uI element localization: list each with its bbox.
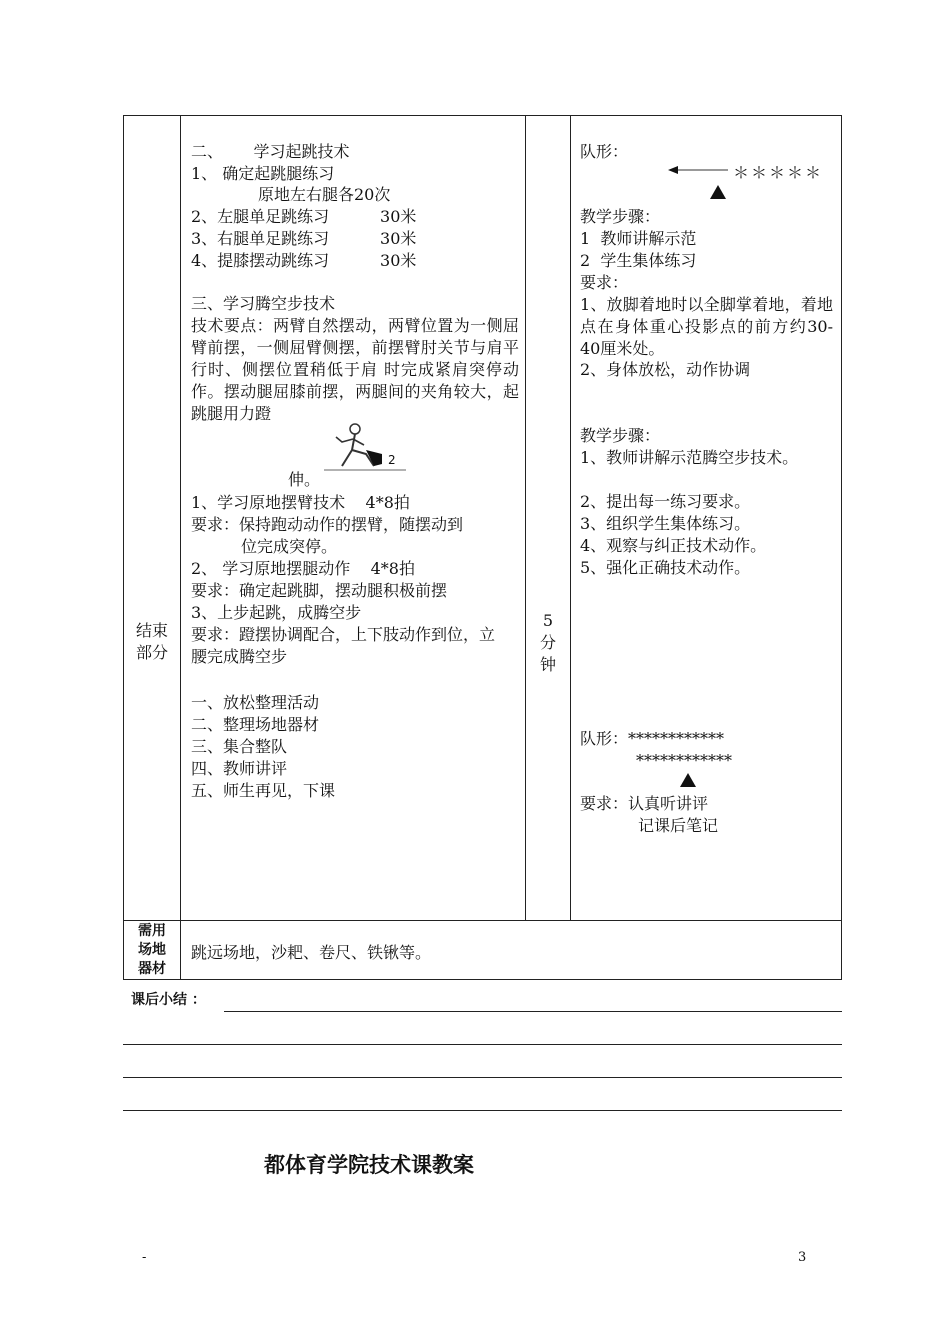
ending-item-5: 五、师生再见，下课 (191, 781, 336, 800)
teaching-steps-1: 教学步骤： (580, 207, 661, 226)
formation-label: 队形： (580, 142, 629, 161)
teaching-steps-2: 教学步骤： (580, 426, 661, 445)
teach-step-5: 5、强化正确技术动作。 (580, 558, 751, 577)
practice-3: 3、上步起跳，成腾空步 (191, 603, 362, 622)
summary-label: 课后小结 ： (131, 992, 206, 1008)
runner-figure (322, 420, 408, 482)
tech-points: 技术要点：两臂自然摆动，两臂位置为一侧屈臂前摆，一侧屈臂侧摆，前摆臂肘关节与肩平行时、侧摆位置稍低于肩 时完成紧肩突停动作。摆动腿屈膝前摆，两腿间的夹角较大，起跳腿用力蹬 (191, 316, 519, 423)
practice-1: 1、学习原地摆臂技术 4*8拍 (191, 493, 410, 512)
teacher-marker-2-icon (680, 773, 696, 787)
content-line-3: 3、右腿单足跳练习 30米 (191, 229, 417, 248)
col-divider-3 (570, 115, 571, 921)
practice-2-req: 要求：确定起跳脚，摆动腿积极前摆 (191, 581, 448, 600)
step-1: 1 教师讲解示范 (580, 229, 697, 248)
page-number: 3 (798, 1250, 807, 1265)
row-divider (123, 920, 842, 921)
summary-line-2 (123, 1044, 842, 1045)
equipment-label: 需用 场地 器材 (138, 923, 166, 977)
formation-stars: ＊＊＊＊＊ (733, 163, 824, 182)
figure-label: 2 (388, 453, 396, 467)
content-line-2: 2、左腿单足跳练习 30米 (191, 207, 417, 226)
content-line-1b: 原地左右腿各20次 (258, 185, 391, 204)
content-heading-3: 三、学习腾空步技术 (191, 294, 336, 313)
requirement-end-cont: 记课后笔记 (638, 816, 719, 835)
content-heading-2: 二、 学习起跳技术 (191, 142, 350, 161)
tech-end: 伸。 (288, 470, 321, 489)
practice-2: 2、 学习原地摆腿动作 4*8拍 (191, 559, 415, 578)
summary-line-3 (123, 1077, 842, 1078)
col-divider-2 (525, 115, 526, 921)
footer-title: 都体育学院技术课教案 (264, 1153, 474, 1177)
arrow-left-icon (668, 164, 728, 176)
content-line-1: 1、 确定起跳腿练习 (191, 164, 335, 183)
runner-arms (336, 437, 364, 445)
requirement-2: 2、身体放松，动作协调 (580, 360, 751, 379)
content-line-4: 4、提膝摆动跳练习 30米 (191, 251, 417, 270)
teach-step-4: 4、观察与纠正技术动作。 (580, 536, 767, 555)
teach-step-1: 1、教师讲解示范腾空步技术。 (580, 448, 799, 467)
equipment-text: 跳远场地，沙耙、卷尺、铁锹等。 (191, 943, 432, 962)
formation-2-row: ************ (636, 751, 732, 770)
step-2: 2 学生集体练习 (580, 251, 697, 270)
teacher-marker-icon (710, 185, 726, 199)
duration-label: 5 分 钟 (539, 611, 556, 674)
teach-step-3: 3、组织学生集体练习。 (580, 514, 751, 533)
ending-item-4: 四、教师讲评 (191, 759, 288, 778)
summary-line-4 (123, 1110, 842, 1111)
teach-step-2: 2、提出每一练习要求。 (580, 492, 751, 511)
ending-item-3: 三、集合整队 (191, 737, 288, 756)
requirement-end: 要求：认真听讲评 (580, 794, 709, 813)
runner-body (342, 434, 374, 466)
practice-1-req-cont: 位完成突停。 (241, 537, 338, 556)
practice-1-req: 要求：保持跑动动作的摆臂，随摆动到 (191, 515, 464, 534)
ending-item-2: 二、整理场地器材 (191, 715, 320, 734)
ending-item-1: 一、放松整理活动 (191, 693, 320, 712)
formation-2: 队形：************ (580, 729, 725, 748)
runner-head (350, 424, 360, 434)
footer-dash: - (142, 1250, 147, 1265)
requirement-label: 要求： (580, 273, 629, 292)
section-label: 结束 部分 (135, 621, 168, 662)
practice-3-req: 要求：蹬摆协调配合，上下肢动作到位，立腰完成腾空步 (191, 625, 496, 666)
summary-line-1 (224, 1011, 842, 1012)
requirement-1: 1、放脚着地时以全脚掌着地，着地点在身体重心投影点的前方约30-40厘米处。 (580, 295, 833, 358)
col-divider-1 (180, 115, 181, 980)
